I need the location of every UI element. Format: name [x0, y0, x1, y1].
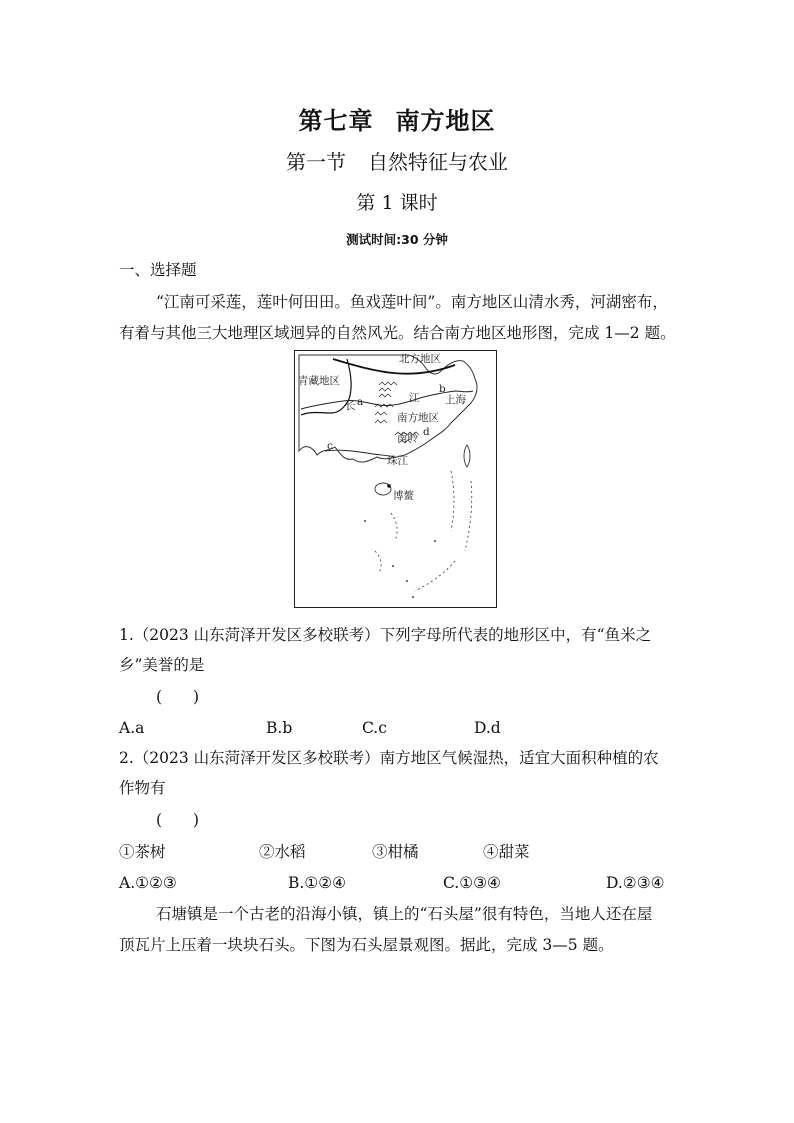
passage-line-1: 石塘镇是一个古老的沿海小镇，镇上的“石头屋”很有特色，当地人还在屋 — [156, 905, 653, 923]
taiwan-island — [464, 445, 470, 467]
q2-item-4: ④甜菜 — [483, 843, 530, 861]
zhujiang-river — [325, 450, 395, 457]
label-tibet: 青藏地区 — [298, 375, 340, 387]
q2-stem-line-1: 2.（2023 山东菏泽开发区多校联考）南方地区气候湿热，适宜大面积种植的农 — [119, 749, 659, 767]
label-jiang: 江 — [409, 392, 420, 404]
intro-line-2: 有着与其他三大地理区域迥异的自然风光。结合南方地区地形图，完成 1—2 题。 — [119, 324, 676, 342]
q2-option-a: A.①②③ — [119, 874, 177, 892]
section-name: 自然特征与农业 — [368, 150, 508, 174]
chapter-number: 第七章 — [298, 106, 374, 135]
boao-point — [387, 484, 391, 488]
q1-stem-line-2: 乡”美誉的是 — [119, 656, 205, 674]
label-south: 南方地区 — [397, 412, 439, 424]
label-b: b — [439, 383, 446, 395]
q2-option-c: C.①③④ — [443, 874, 501, 892]
section-number: 第一节 — [286, 150, 346, 174]
q1-option-c: C.c — [362, 719, 387, 737]
label-shanghai: 上海 — [445, 394, 466, 406]
q1-answer-blank: ( ) — [156, 688, 200, 706]
passage-line-2: 顶瓦片上压着一块块石头。下图为石头屋景观图。据此，完成 3—5 题。 — [119, 936, 614, 954]
intro-line-1: “江南可采莲，莲叶何田田。鱼戏莲叶间”。南方地区山清水秀，河湖密布， — [156, 293, 668, 311]
q1-stem-line-1: 1.（2023 山东菏泽开发区多校联考）下列字母所代表的地形区中，有“鱼米之 — [119, 626, 652, 644]
q2-item-2: ②水稻 — [259, 843, 306, 861]
label-zhujiang: 珠江 — [387, 455, 408, 467]
island-dots — [364, 520, 436, 598]
q1-option-b: B.b — [266, 719, 293, 737]
q2-answer-blank: ( ) — [156, 811, 200, 829]
mainland-outline — [299, 355, 477, 462]
q2-stem-line-2: 作物有 — [119, 779, 166, 797]
label-boao: 博鳌 — [393, 490, 414, 502]
q2-item-1: ①茶树 — [119, 843, 166, 861]
south-sea-islands — [375, 471, 472, 591]
south-china-terrain-map — [294, 350, 497, 608]
chapter-name: 南方地区 — [395, 106, 496, 135]
lesson-title: 第 1 课时 — [356, 192, 438, 214]
label-d: d — [423, 426, 430, 438]
part-heading: 一、选择题 — [119, 261, 197, 279]
label-c: c — [327, 440, 333, 452]
q1-option-d: D.d — [474, 719, 501, 737]
label-nanling: 南岭 — [397, 432, 418, 444]
label-a: a — [357, 396, 364, 408]
q1-option-a: A.a — [119, 719, 145, 737]
q2-item-3: ③柑橘 — [372, 843, 419, 861]
section-title — [0, 146, 794, 175]
q2-option-b: B.①②④ — [288, 874, 347, 892]
test-time: 测试时间:30 分钟 — [346, 232, 448, 247]
chapter-title — [0, 101, 794, 136]
map-graphic — [295, 351, 496, 607]
label-north: 北方地区 — [399, 353, 441, 365]
label-chang: 长 — [345, 400, 356, 412]
q2-option-d: D.②③④ — [606, 874, 665, 892]
